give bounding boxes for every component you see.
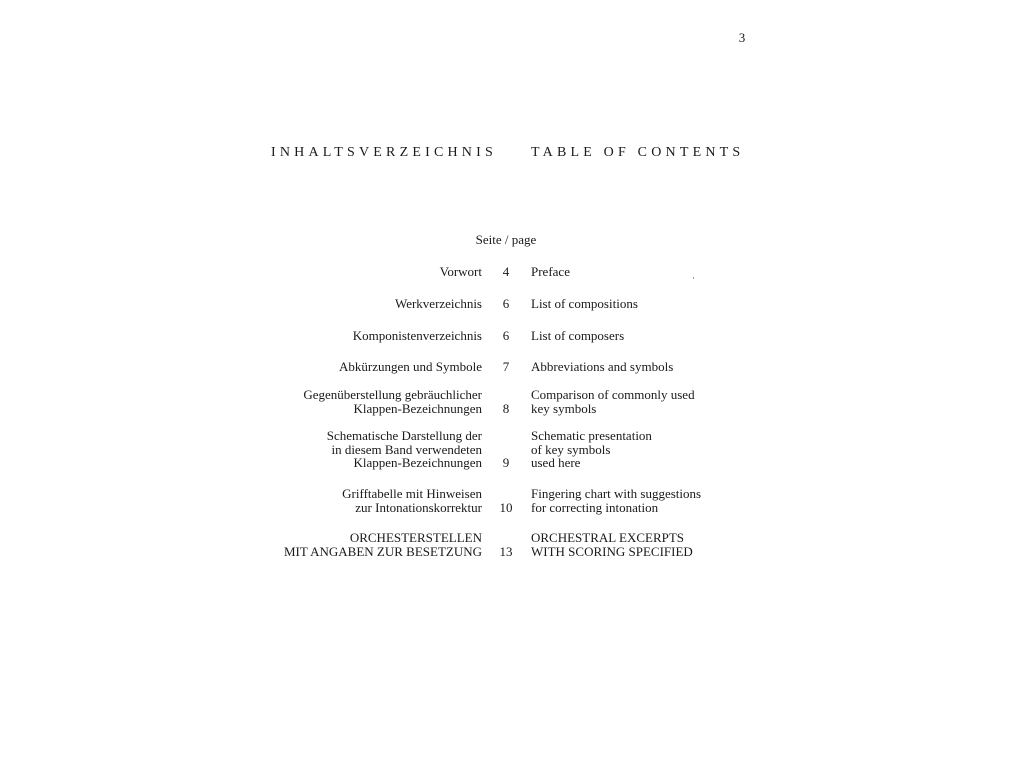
- toc-entry-page: 13: [499, 543, 513, 559]
- toc-entry-german: [395, 297, 482, 311]
- toc-text-line: Schematic presentation: [531, 428, 652, 443]
- toc-text-line: Abbreviations and symbols: [531, 359, 674, 374]
- column-header: Seite / page: [475, 232, 537, 247]
- toc-text-line: List of composers: [531, 328, 625, 343]
- toc-text-line: of key symbols: [531, 441, 611, 457]
- toc-entry-page: 9: [502, 455, 510, 470]
- toc-text-line: Werkverzeichnis: [394, 296, 482, 311]
- toc-entry-page: 10: [499, 499, 513, 515]
- toc-entry-german: [303, 388, 482, 415]
- toc-entry-page: 6: [502, 296, 510, 311]
- toc-text-line: ORCHESTRAL EXCERPTS: [531, 530, 685, 545]
- toc-entry-page: 7: [502, 359, 510, 374]
- toc-text-line: zur Intonationskorrektur: [355, 499, 482, 515]
- toc-text-line: Comparison of commonly used: [531, 387, 695, 402]
- toc-entry-german: [284, 531, 482, 558]
- toc-entry-german: [327, 429, 482, 470]
- toc-text-line: Klappen-Bezeichnungen: [353, 455, 482, 470]
- toc-entry-english: [531, 531, 693, 558]
- toc-entry-page: 8: [502, 400, 510, 416]
- toc-entry-german: [440, 265, 482, 279]
- toc-text-line: Klappen-Bezeichnungen: [353, 400, 482, 416]
- toc-entry-page: 6: [502, 328, 510, 343]
- toc-entry-german: [342, 487, 482, 514]
- toc-text-line: Abkürzungen und Symbole: [339, 359, 482, 374]
- toc-text-line: Gegenüberstellung gebräuchlicher: [303, 387, 482, 402]
- page-number: 3: [738, 30, 746, 45]
- toc-entry-english: [531, 487, 701, 514]
- toc-text-line: key symbols: [531, 400, 597, 416]
- toc-text-line: WITH SCORING SPECIFIED: [531, 543, 693, 559]
- toc-entry-english: [531, 297, 638, 311]
- toc-text-line: Schematische Darstellung der: [326, 428, 482, 443]
- toc-entry-english: [531, 429, 652, 470]
- toc-text-line: MIT ANGABEN ZUR BESETZUNG: [283, 543, 482, 559]
- toc-text-line: Komponistenverzeichnis: [352, 328, 482, 343]
- toc-text-line: Preface: [531, 264, 570, 279]
- toc-text-line: in diesem Band verwendeten: [331, 441, 482, 457]
- toc-text-line: used here: [531, 455, 581, 470]
- toc-entry-english: [531, 360, 673, 374]
- toc-text-line: ORCHESTERSTELLEN: [349, 530, 482, 545]
- toc-text-line: Fingering chart with suggestions: [531, 486, 702, 501]
- toc-entry-german: [353, 329, 482, 343]
- toc-entry-page: 4: [502, 264, 510, 279]
- toc-entry-english: [531, 388, 695, 415]
- toc-text-line: for correcting intonation: [531, 499, 659, 515]
- toc-text-line: List of compositions: [531, 296, 638, 311]
- toc-entry-english: [531, 329, 624, 343]
- heading-english: TABLE OF CONTENTS: [531, 145, 745, 160]
- toc-text-line: Vorwort: [439, 264, 482, 279]
- toc-entry-german: [339, 360, 482, 374]
- heading-german: INHALTSVERZEICHNIS: [271, 145, 497, 160]
- toc-entry-english: [531, 265, 570, 279]
- toc-text-line: Grifftabelle mit Hinweisen: [342, 486, 482, 501]
